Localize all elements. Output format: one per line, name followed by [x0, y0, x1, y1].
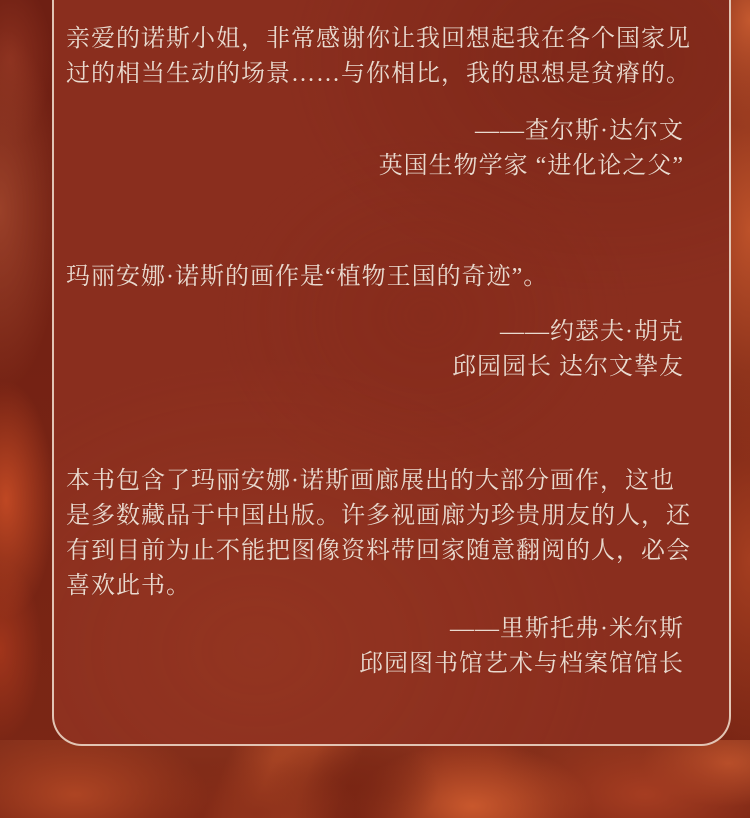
quote-line: 过的相当生动的场景……与你相比，我的思想是贫瘠的。 — [66, 61, 691, 87]
quote-block-hooker — [66, 260, 684, 295]
attribution-block-mills — [66, 612, 684, 682]
quote-block-mills — [66, 464, 691, 604]
attribution-block-darwin — [66, 114, 684, 184]
background-artwork-bottom — [0, 740, 750, 818]
quote-line: 喜欢此书。 — [66, 573, 191, 599]
quote-panel-content — [54, 0, 729, 744]
quote-attribution: ——查尔斯·达尔文 — [475, 118, 684, 144]
quote-line: 亲爱的诺斯小姐，非常感谢你让我回想起我在各个国家见 — [66, 26, 691, 52]
quote-block-darwin — [66, 22, 691, 92]
quote-attribution: ——里斯托弗·米尔斯 — [450, 616, 684, 642]
attribution-block-hooker — [66, 315, 684, 385]
quote-attribution: ——约瑟夫·胡克 — [500, 319, 684, 345]
quote-panel — [52, 0, 731, 746]
quote-line: 玛丽安娜·诺斯的画作是“植物王国的奇迹”。 — [66, 264, 549, 290]
quote-attribution-title: 英国生物学家 “进化论之父” — [378, 153, 684, 179]
quote-attribution-title: 邱园图书馆艺术与档案馆馆长 — [359, 651, 684, 677]
quote-line: 是多数藏品于中国出版。许多视画廊为珍贵朋友的人，还 — [66, 503, 691, 529]
quote-line: 有到目前为止不能把图像资料带回家随意翻阅的人，必会 — [66, 538, 691, 564]
quote-line: 本书包含了玛丽安娜·诺斯画廊展出的大部分画作，这也 — [66, 468, 675, 494]
quote-attribution-title: 邱园园长 达尔文挚友 — [452, 354, 684, 380]
